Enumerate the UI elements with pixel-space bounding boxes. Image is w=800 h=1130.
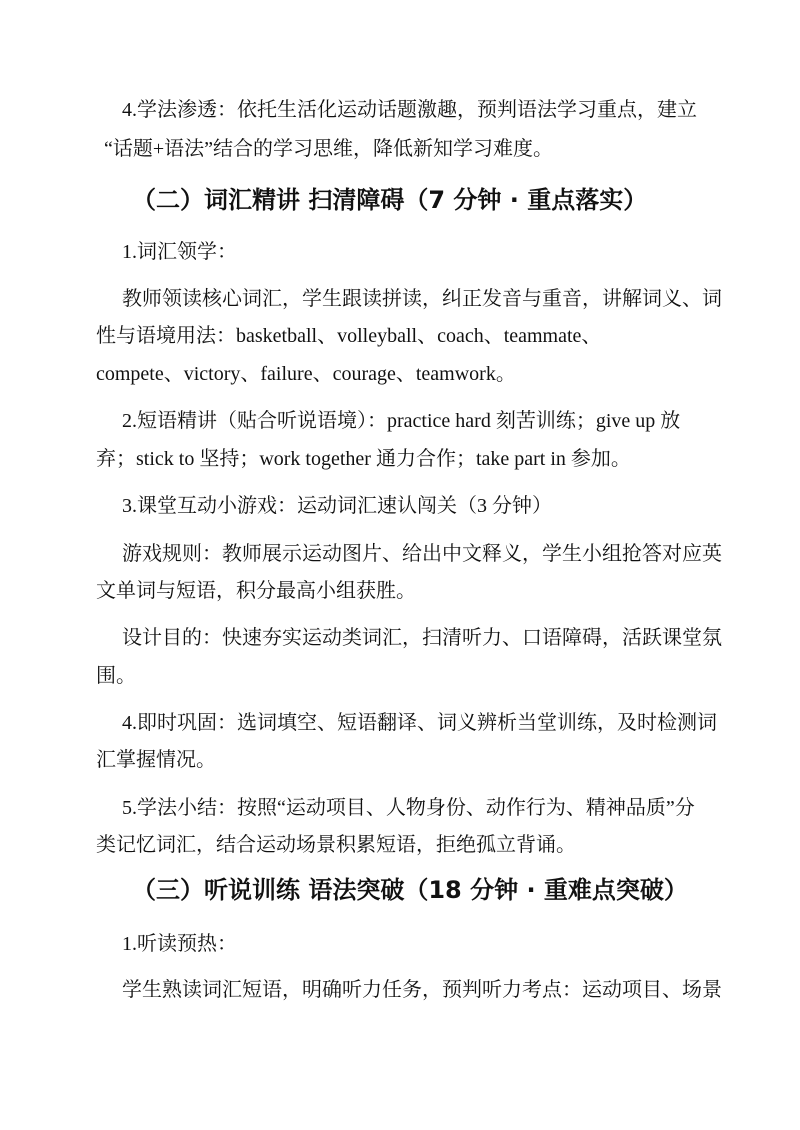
paragraph-line: 汇掌握情况。 <box>96 749 216 771</box>
paragraph-line: 2.短语精讲（贴合听说语境）：practice hard 刻苦训练；give up 放 <box>122 410 681 432</box>
subheading: 1.词汇领学： <box>122 241 237 263</box>
paragraph-line: 类记忆词汇，结合运动场景积累短语，拒绝孤立背诵。 <box>96 834 576 856</box>
paragraph-line: “话题+语法”结合的学习思维，降低新知学习难度。 <box>104 138 554 160</box>
paragraph-line: 弃；stick to 坚持；work together 通力合作；take part in 参加。 <box>96 448 631 470</box>
paragraph-line: 设计目的：快速夯实运动类词汇，扫清听力、口语障碍，活跃课堂氛 <box>122 627 722 649</box>
paragraph-line: 学生熟读词汇短语，明确听力任务，预判听力考点：运动项目、场景 <box>122 979 722 1001</box>
paragraph-line: 性与语境用法：basketball、volleyball、coach、teammate、 <box>96 325 602 347</box>
paragraph-line: 4.即时巩固：选词填空、短语翻译、词义辨析当堂训练，及时检测词 <box>122 712 717 734</box>
paragraph-line: 文单词与短语，积分最高小组获胜。 <box>96 580 416 602</box>
section-heading: （二）词汇精讲 扫清障碍（7 分钟 · 重点落实） <box>132 186 648 214</box>
paragraph-line: 游戏规则：教师展示运动图片、给出中文释义，学生小组抢答对应英 <box>122 543 722 565</box>
subheading: 1.听读预热： <box>122 933 237 955</box>
paragraph-line: 围。 <box>96 665 136 687</box>
paragraph-line: 5.学法小结：按照“运动项目、人物身份、动作行为、精神品质”分 <box>122 797 695 819</box>
section-heading: （三）听说训练 语法突破（18 分钟 · 重难点突破） <box>132 876 688 904</box>
paragraph-line: 教师领读核心词汇，学生跟读拼读，纠正发音与重音，讲解词义、词 <box>122 288 722 310</box>
paragraph-line: 4.学法渗透：依托生活化运动话题激趣，预判语法学习重点，建立 <box>122 99 697 121</box>
subheading: 3.课堂互动小游戏：运动词汇速认闯关（3 分钟） <box>122 495 552 517</box>
paragraph-line: compete、victory、failure、courage、teamwork。 <box>96 363 516 385</box>
